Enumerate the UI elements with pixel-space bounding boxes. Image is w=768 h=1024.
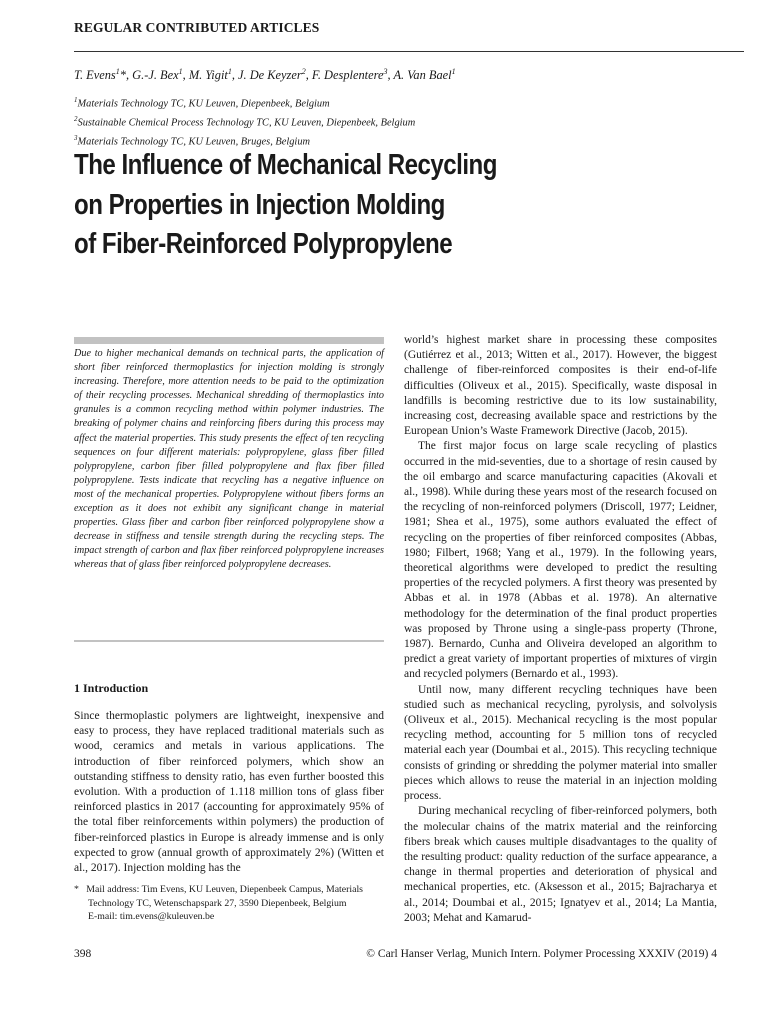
body-paragraph: world’s highest market share in processing these composites (Gutiérrez et al., 2013; Witten et al., 2017). However, the biggest challenge of fiber-reinforced composites is their end-of-life difficulties (Oliveux et al., 2015). Specifically, waste disposal in landfills is becoming restrictive due to its low sustainability, increasing cost, decreasing available space and restrictions by the European Union’s Waste Framework Directive (Jacob, 2015). [404, 334, 717, 438]
footnote-email: E-mail: tim.evens@kuleuven.be [88, 911, 215, 922]
title-line: of Fiber-Reinforced Polypropylene [74, 228, 453, 260]
section-label: REGULAR CONTRIBUTED ARTICLES [74, 20, 320, 35]
affiliation-sup: 1 [74, 96, 78, 104]
title-line: on Properties in Injection Molding [74, 188, 445, 221]
abstract: Due to higher mechanical demands on technical parts, the application of short fiber reinforced thermoplastics for injection molding is strongly increasing. Therefore, more attention needs to be paid to the optimization of their recycling processes. Mechanical shredding of thermoplastics into granules is a common recycling method within polymer industries. The breaking of polymer chains and reinforcing fibers during this process may affect the material properties. This study presents the effect of ten recycling sequences on four different materials: polypropylene, glass fiber filled polypropylene, carbon fiber filled polypropylene and flax fiber filled polypropylene. Tests indicate that recycling has a negative influence on most of the mechanical properties. Polypropylene without fibers forms an exception as it does not exhibit any significant change in material properties. Glass fiber and carbon fiber reinforced polypropylene show a decrease in stiffness and tensile strength during the recycling steps. The impact strength of carbon and flax fiber reinforced polypropylene increases whereas that of glass fiber reinforced polypropylene decreases. [74, 348, 384, 571]
title-line: The Influence of Mechanical Recycling [74, 149, 497, 181]
author-name: J. De Keyzer [238, 68, 302, 83]
page-number: 398 [74, 948, 92, 960]
author-affil-sup: 1 [178, 67, 183, 76]
abstract-top-rule [74, 337, 384, 344]
author-name: F. Desplentere [311, 68, 384, 83]
author-affil-sup: 2 [301, 67, 306, 76]
right-column [404, 333, 717, 926]
footnote [74, 883, 384, 924]
body-paragraph: The first major focus on large scale recycling of plastics occurred in the mid-seventies, due to a shortage of resin caused by the oil embargo and scarce manufacturing capacities (Akovali et al., 1998). While during these years most of the research focused on the recycling of non-reinforced polymers (Driscoll, 1977; Leidner, 1981; Shea et al., 1975), some authors evaluated the effect of recycling on the properties of fiber reinforced composites (Abbas, 1980; Filbert, 1968; Yang et al., 1979). In the following years, theoretical algorithms were developed to predict the resulting properties of the recycled polymers. A first theory was presented by Abbas et al. in 1978 (Abbas et al. 1978). An alternative methodology for the determination of the final product properties was proposed by Throne using a single-pass property (Throne, 1987). Bernardo, Cunha and Oliveira developed an algorithm to predict a great variety of important properties of mixtures of virgin and recycled polymers (Bernardo et al., 1993). [404, 440, 717, 681]
author-affil-sup: 1 [227, 67, 232, 76]
author-affil-sup: 1 [115, 67, 120, 76]
section-heading: 1 Introduction [74, 681, 149, 695]
footnote-mark: * [74, 884, 79, 895]
author-name: A. Van Bael [393, 68, 452, 83]
body-paragraph: During mechanical recycling of fiber-reinforced polymers, both the molecular chains of the matrix material and the reinforcing fibers break which causes multiple disadvantages to the quality of the resulting product: quality reduction of the surface appearance, a change in thermal properties and deterioration of physical and mechanical properties, etc. (Aksesson et al., 2015; Bajracharya et al., 2014; Doumbai et al., 2015; Ignatyev et al., 2014; La Mantia, 2003; Mehat and Kamarud- [404, 805, 717, 924]
affiliation-list [74, 93, 744, 150]
affiliation-text: Sustainable Chemical Process Technology TC, KU Leuven, Diepenbeek, Belgium [77, 117, 416, 129]
footnote-address-text: Mail address: Tim Evens, KU Leuven, Diepenbeek Campus, Materials Technology TC, Wetenschapspark 27, 3590 Diepenbeek, Belgium [86, 884, 363, 909]
affiliation-text: Materials Technology TC, KU Leuven, Diepenbeek, Belgium [77, 98, 330, 110]
abstract-bottom-rule [74, 640, 384, 642]
author-list: T. Evens$^1$*, G.-J. Bex$^1$, M. Yigit$^1$, J. De Keyzer$^2$, F. Desplentere$^3$, A. Van Bael$^1$ [74, 67, 456, 83]
affiliation-sup: 3 [74, 133, 78, 142]
author-name: T. Evens [74, 68, 116, 83]
affiliation-text: Materials Technology TC, KU Leuven, Bruges, Belgium [77, 136, 311, 148]
author-affil-sup: 1 [451, 67, 456, 76]
journal-info: © Carl Hanser Verlag, Munich Intern. Polymer Processing XXXIV (2019) 4 [366, 948, 717, 960]
author-affil-sup: 3 [383, 67, 388, 76]
author-name: M. Yigit [188, 68, 228, 83]
affiliation-sup: 2 [74, 114, 78, 123]
footnote-address [74, 883, 384, 910]
intro-paragraph: Since thermoplastic polymers are lightweight, inexpensive and easy to process, they have replaced traditional materials such as wood, ceramics and metals in various applications. The introduction of fiber reinforced polymers, which show an outstanding stiffness to density ratio, has even further boosted this evolution. With a production of 1.118 million tons of glass fiber reinforced plastics in 2017 (accounting for approximately 95% of the total fiber reinforcements within polymers) the production of fiber-reinforced plastics in Europe is already immense and is only expected to grow (annual growth of approximately 2%) (Witten et al., 2017). Injection molding has the [74, 710, 384, 875]
affiliation [74, 112, 744, 131]
author-name: G.-J. Bex [132, 68, 179, 83]
header-rule [74, 51, 744, 52]
article-title [74, 146, 522, 265]
corresponding-mark: * [119, 68, 126, 83]
affiliation [74, 93, 744, 112]
body-paragraph: Until now, many different recycling techniques have been studied such as mechanical recycling, pyrolysis, and solvolysis (Oliveux et al., 2015). Mechanical recycling is the most popular recycling method, accounting for 5 million tons of recycled material each year (Doumbai et al., 2015). This recycling technique consists of grinding or shredding the polymer material into smaller pieces which allows to reuse the material in an injection molding process. [404, 683, 717, 803]
